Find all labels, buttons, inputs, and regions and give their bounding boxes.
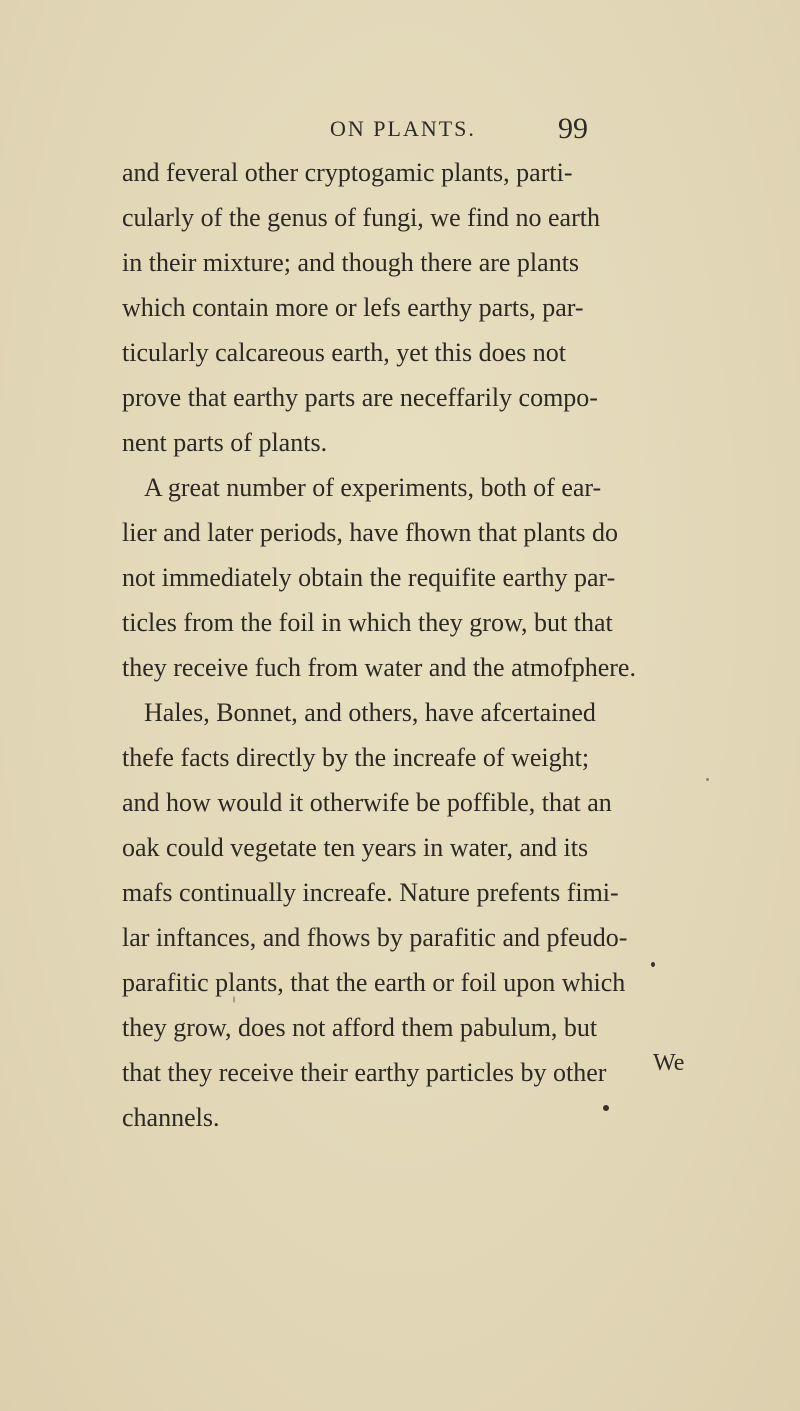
paper-speck [651,962,655,967]
text-line: they grow, does not afford them pabulum, but [122,1013,598,1042]
text-line: nent parts of plants. [122,428,328,457]
text-line: lier and later periods, have fhown that plants do [122,518,619,547]
text-line: thefe facts directly by the increafe of weight; [122,743,590,772]
text-line: ticularly calcareous earth, yet this does not [122,338,567,367]
text-line: they receive fuch from water and the atmofphere. [122,653,636,682]
text-line: ticles from the foil in which they grow, but that [122,608,613,637]
text-line: mafs continually increafe. Nature prefents fimi- [122,878,619,907]
running-title: ON PLANTS. [330,116,476,141]
text-line: A great number of experiments, both of ear- [144,473,602,502]
text-line: oak could vegetate ten years in water, and its [122,833,589,862]
text-line: channels. [122,1103,220,1132]
paper-speck [233,996,235,1003]
text-line: parafitic plants, that the earth or foil upon which [122,968,626,997]
text-line: and how would it otherwife be poffible, that an [122,788,612,817]
page-number: 99 [558,112,588,145]
paper-speck [603,1105,609,1111]
text-line: that they receive their earthy particles by other [122,1058,607,1087]
text-line: lar inftances, and fhows by parafitic and pfeudo- [122,923,628,952]
paper-speck [706,778,709,781]
catchword: We [653,1050,685,1076]
running-head [0,112,800,152]
text-line: and feveral other cryptogamic plants, parti- [122,158,573,187]
text-line: Hales, Bonnet, and others, have afcertained [144,698,596,727]
text-line: prove that earthy parts are neceffarily compo- [122,383,598,412]
text-line: cularly of the genus of fungi, we find no earth [122,203,600,232]
text-line: in their mixture; and though there are plants [122,248,580,277]
text-line: not immediately obtain the requifite earthy par- [122,563,616,592]
text-line: which contain more or lefs earthy parts, par- [122,293,584,322]
